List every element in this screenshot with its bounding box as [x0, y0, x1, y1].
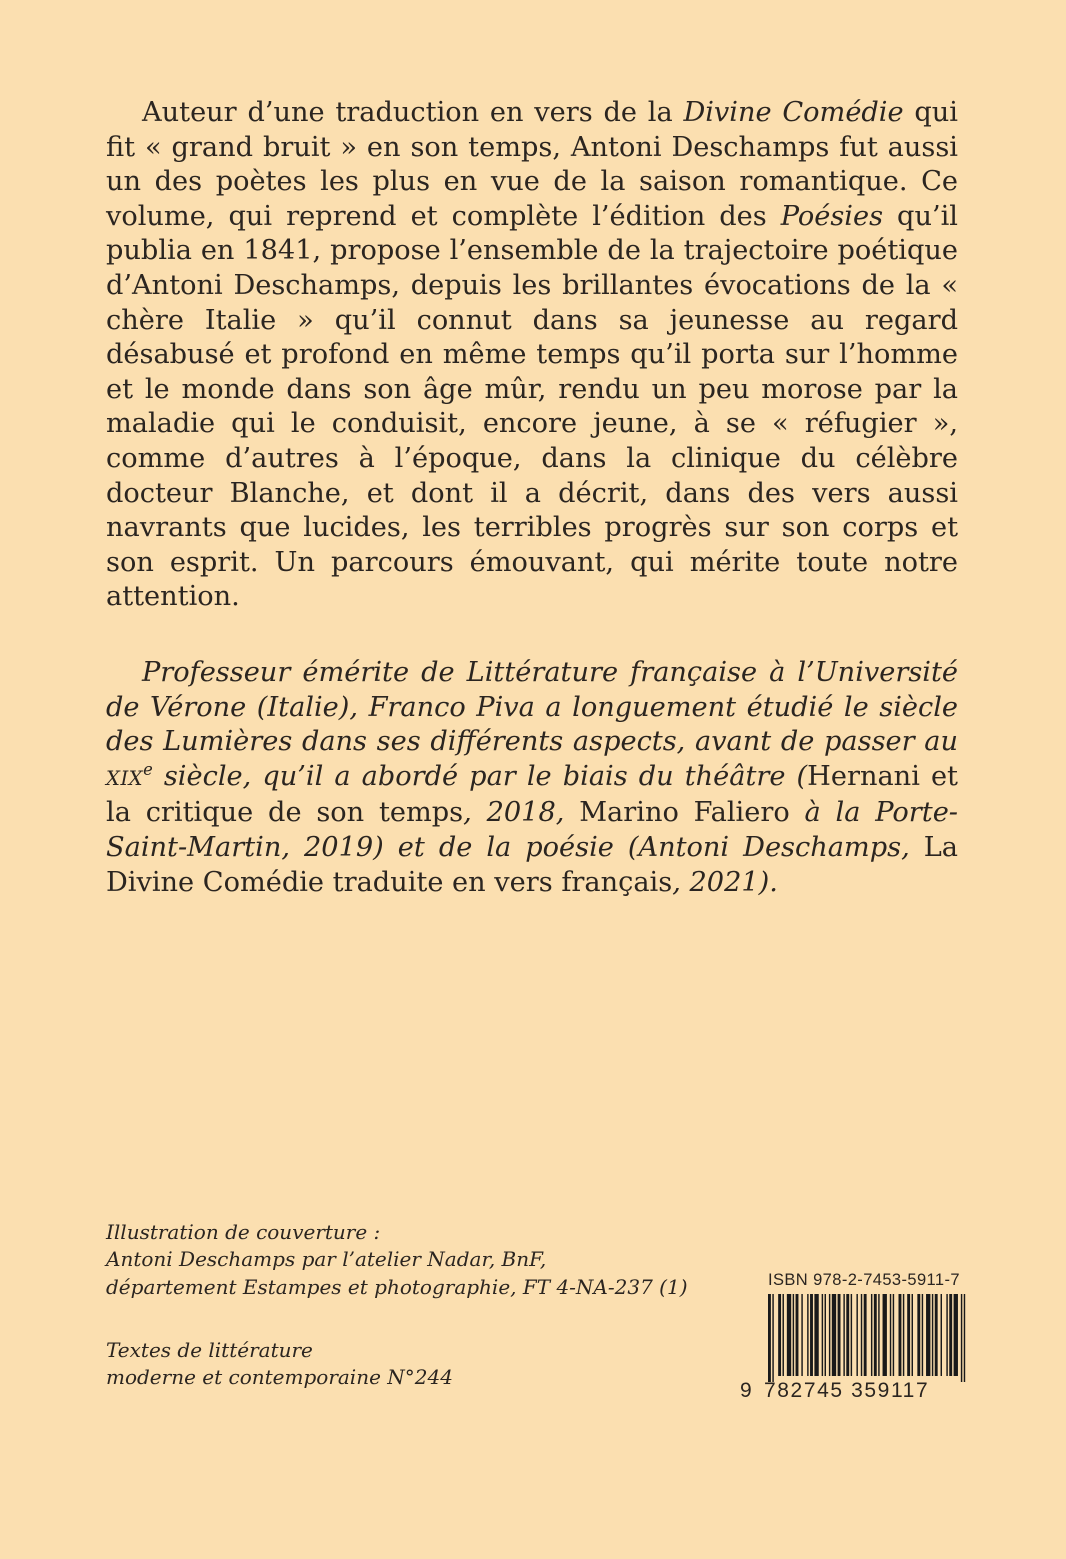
bio-text-1: Professeur émérite de Littérature française à l’Université de Vérone (Italie), Franco Piva a longuement étudié le siècle des Lumières dans ses différents aspects, avant de passer au	[106, 657, 958, 758]
credits-line-2: Antoni Deschamps par l’atelier Nadar, BnF,	[106, 1247, 547, 1272]
barcode-bar	[864, 1294, 867, 1376]
barcode-bar	[810, 1294, 813, 1376]
barcode-bar	[954, 1294, 958, 1376]
barcode-bar	[917, 1294, 920, 1376]
barcode-bar	[856, 1294, 857, 1376]
author-biography	[106, 656, 958, 900]
bio-work-marino-faliero: Marino Faliero	[579, 797, 790, 829]
bio-text-2: siècle, qu’il a abordé par le biais du théâtre (	[152, 760, 808, 792]
series-line-2: moderne et contemporaine N°244	[106, 1365, 453, 1390]
barcode-bar	[787, 1294, 791, 1376]
barcode-bar	[778, 1294, 781, 1376]
barcode-bar	[878, 1294, 879, 1376]
bio-work-divine-comedie: La Divine Comédie traduite en vers français	[106, 831, 958, 898]
barcode-bar	[883, 1294, 887, 1376]
bio-work-hernani: Hernani et la critique de son temps	[106, 760, 958, 829]
isbn-barcode-block	[740, 1270, 966, 1402]
barcode-bar	[796, 1294, 799, 1376]
barcode-bar	[832, 1294, 836, 1376]
barcode-bar	[861, 1294, 862, 1376]
series-line-1: Textes de littérature	[106, 1338, 313, 1362]
barcode-bar	[851, 1294, 852, 1376]
barcode-bar	[932, 1294, 933, 1376]
barcode-bar	[871, 1294, 872, 1376]
bio-text-5: , 2021).	[672, 866, 778, 898]
barcode-bar	[825, 1294, 826, 1376]
ean-digits	[740, 1380, 966, 1402]
barcode-bar	[838, 1294, 841, 1376]
barcode-bar	[899, 1294, 902, 1376]
barcode-bar	[772, 1294, 773, 1382]
barcode-bar	[935, 1294, 938, 1376]
ean-first-digit: 9	[740, 1379, 752, 1402]
bio-text-3: , 2018,	[463, 797, 580, 829]
summary-title-divine-comedie: Divine Comédie	[683, 97, 904, 128]
credits-line-3: département Estampes et photographie, FT 4-NA-237 (1)	[106, 1274, 688, 1299]
barcode-bar	[946, 1294, 947, 1376]
barcode-bar	[890, 1294, 891, 1376]
barcode-bar	[949, 1294, 952, 1376]
barcode-icon	[768, 1294, 966, 1382]
summary-text-2: qui fit « grand bruit » en son temps, Antoni Deschamps fut aussi un des poètes les plus en vue de la saison romantique. Ce volume, qui reprend et complète l’édition des	[106, 97, 958, 232]
barcode-bar	[846, 1294, 849, 1376]
bio-century: XIX	[106, 766, 144, 790]
barcode-bar	[912, 1294, 913, 1376]
barcode-bar	[893, 1294, 894, 1376]
barcode-bar	[907, 1294, 910, 1376]
summary-text-1: Auteur d’une traduction en vers de la	[142, 97, 684, 128]
cover-illustration-credits	[106, 1219, 688, 1301]
bio-text-4: à la Porte-Saint-Martin, 2019) et de la poésie (Antoni Deschamps,	[106, 797, 958, 863]
barcode-bar	[783, 1294, 784, 1376]
barcode-bar	[768, 1294, 771, 1382]
barcode-bar	[801, 1294, 802, 1376]
credits-line-1: Illustration de couverture :	[106, 1220, 381, 1244]
summary-title-poesies: Poésies	[780, 200, 884, 232]
barcode-bar	[874, 1294, 877, 1376]
barcode-bar	[922, 1294, 923, 1376]
barcode-bar	[822, 1294, 823, 1376]
barcode-bar	[961, 1294, 962, 1382]
ean-remaining-digits: 782745 359117	[764, 1379, 930, 1402]
barcode-bar	[903, 1294, 904, 1376]
barcode-bar	[843, 1294, 844, 1376]
barcode-bar	[829, 1294, 830, 1376]
series-info	[106, 1337, 453, 1392]
summary-text-3: qu’il publia en 1841, propose l’ensemble de la trajectoire poétique d’Antoni Deschamps, depuis les brillantes évocations de la « chère Italie » qu’il connut dans sa jeunesse au regard désabusé et profond en même temps qu’il porta sur l’homme et le monde dans son âge mûr, rendu un peu morose par la maladie qui le conduisit, encore jeune, à se « réfugier », comme d’autres à l’époque, dans la clinique du célèbre docteur Blanche, et dont il a décrit, dans des vers aussi navrants que lucides, les terribles progrès sur son corps et son esprit. Un parcours émouvant, qui mérite toute notre attention.	[106, 200, 958, 613]
barcode-bar	[814, 1294, 818, 1376]
barcode-bar	[793, 1294, 794, 1376]
back-cover-summary	[106, 96, 958, 615]
barcode-bar	[941, 1294, 942, 1376]
barcode-bar	[926, 1294, 930, 1376]
barcode-bar	[964, 1294, 965, 1382]
barcode-bar	[807, 1294, 808, 1376]
isbn-label: ISBN 978-2-7453-5911-7	[768, 1271, 960, 1289]
bio-century-sup: e	[143, 759, 153, 779]
